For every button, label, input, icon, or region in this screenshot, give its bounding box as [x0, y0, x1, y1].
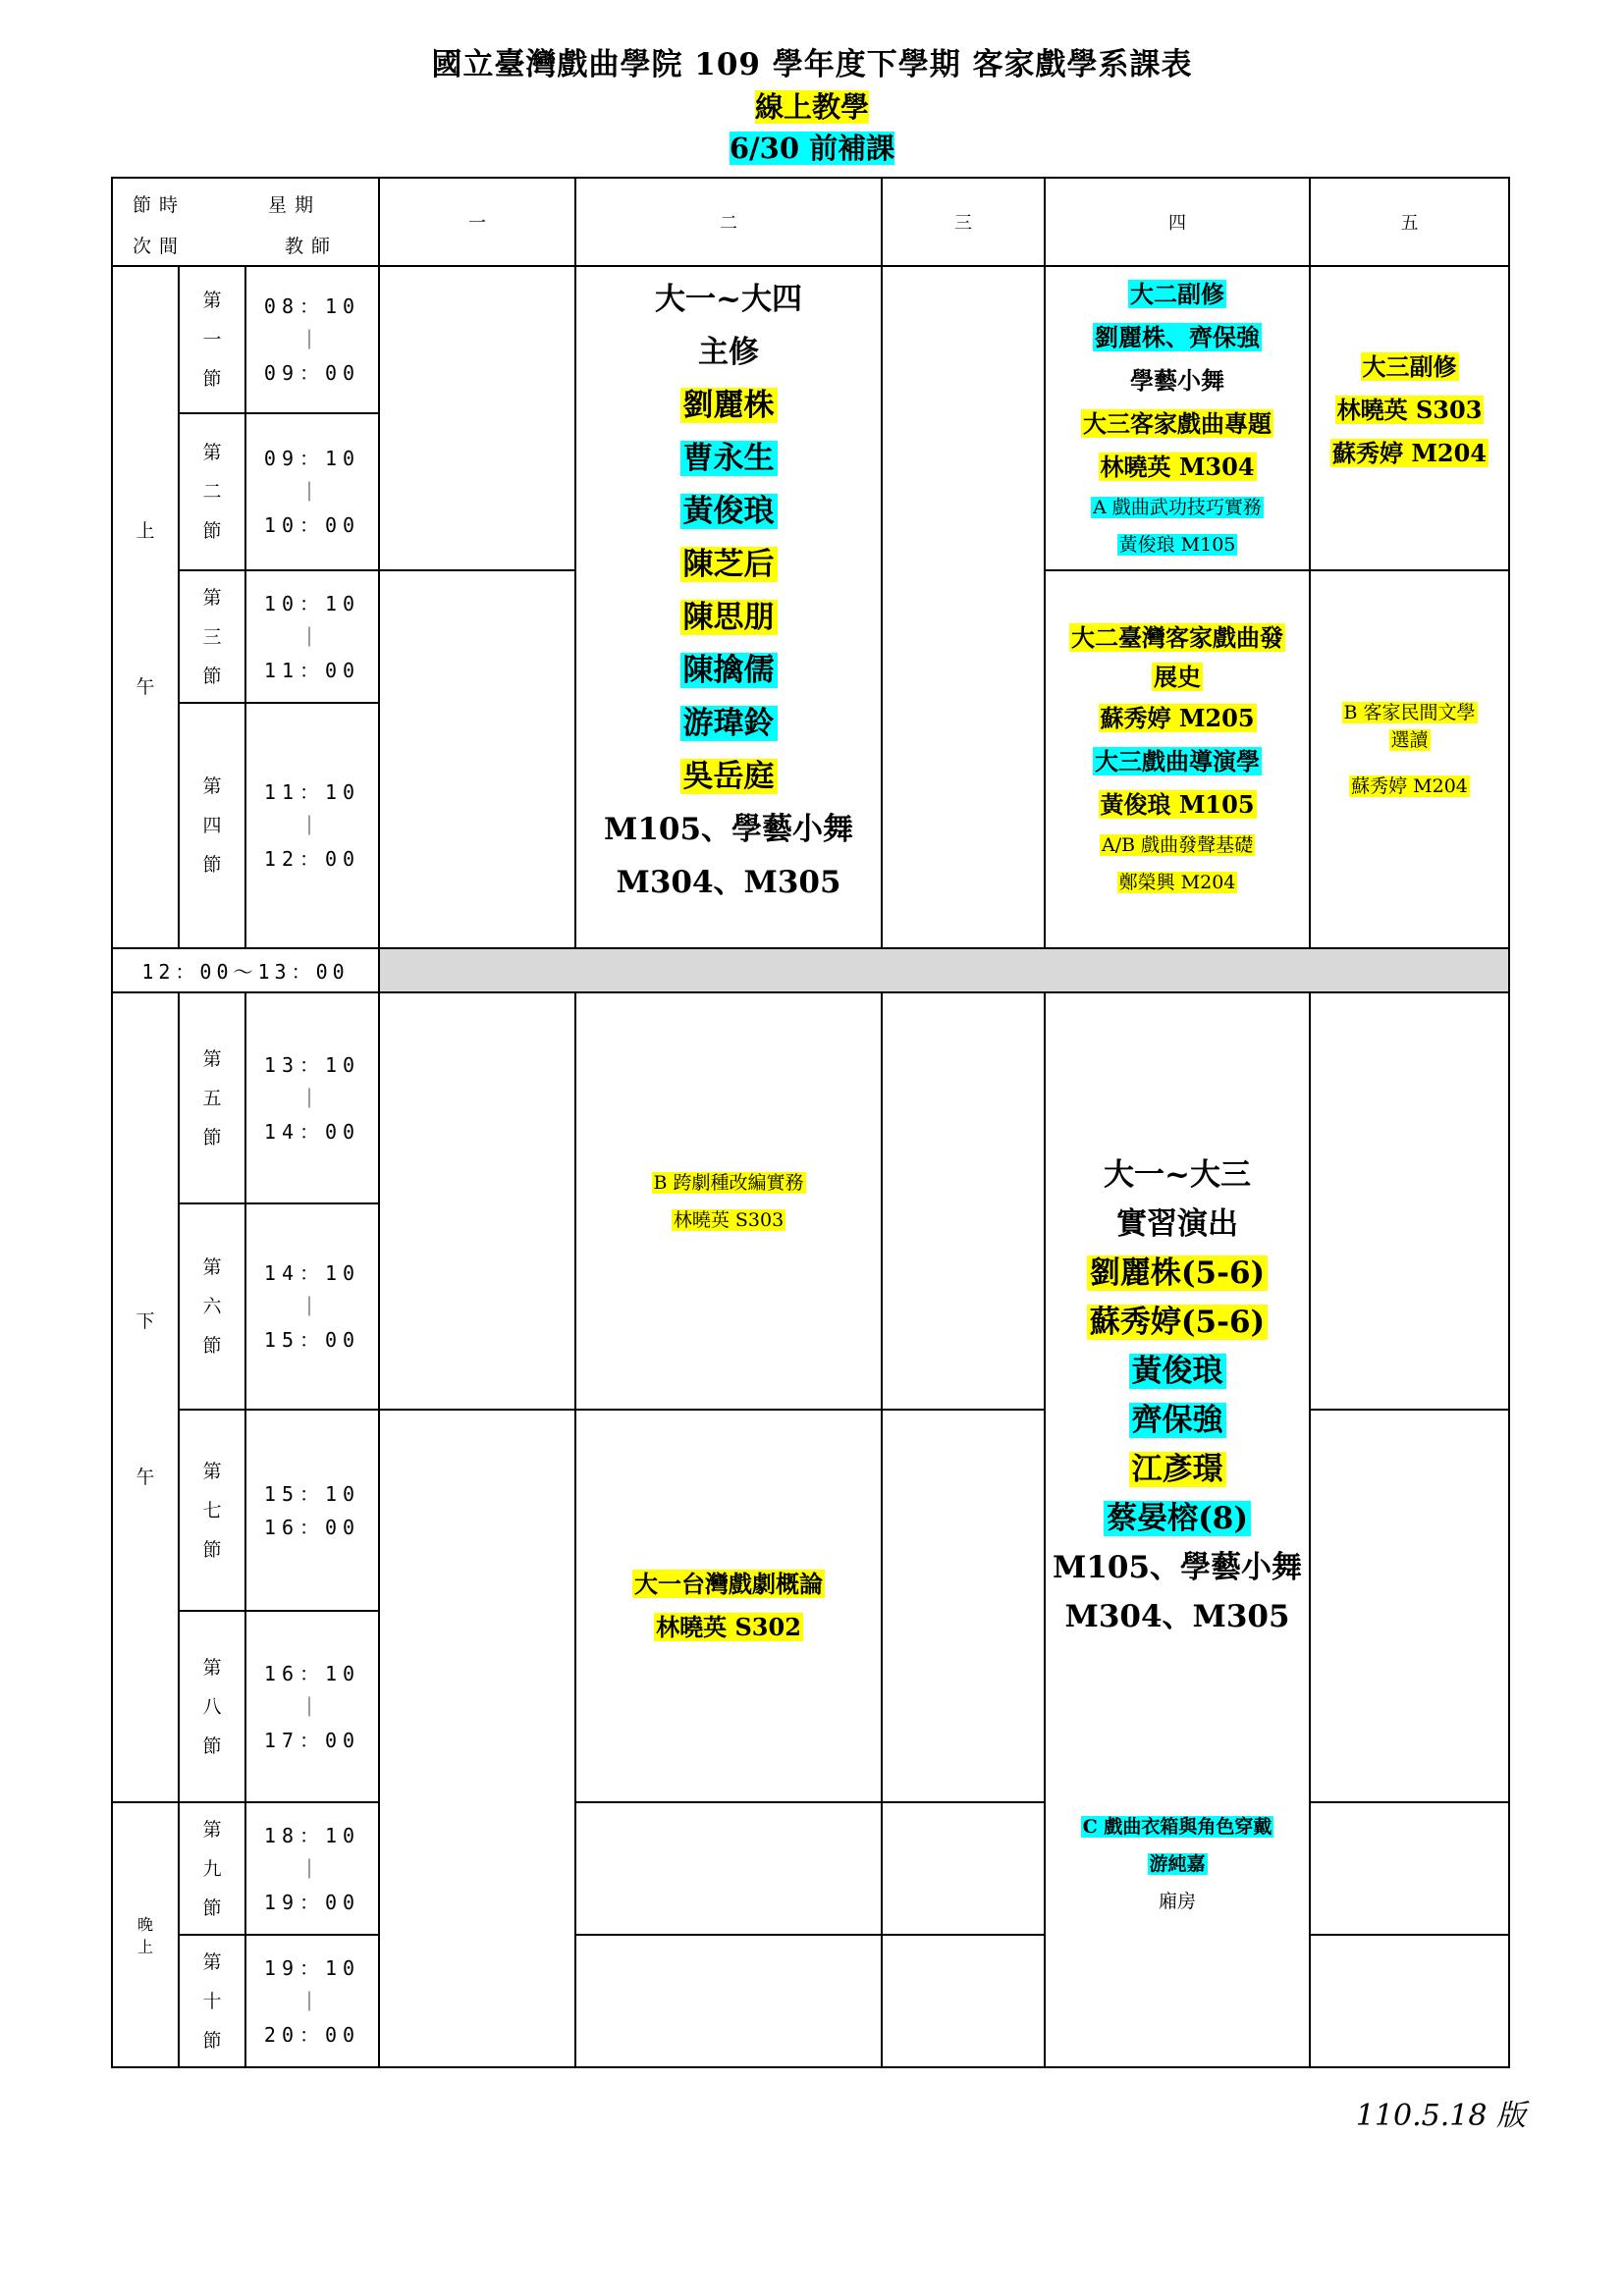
session-evening: 晚 上 — [112, 1802, 179, 2067]
cell-fri-eve1 — [1310, 1802, 1509, 1935]
cell-tue-eve2 — [575, 1935, 882, 2067]
cell-wed-eve2 — [882, 1935, 1045, 2067]
period-time: 18：10 ｜ 19：00 — [245, 1802, 379, 1935]
cell-tue-am: 大一~大四 主修 劉麗株 曹永生 黃俊琅 陳芝后 陳思朋 陳擒儒 游瑋鈴 吳岳庭 M105、學藝小舞 M304、M305 — [575, 266, 882, 948]
day-header-wed: 三 — [882, 178, 1045, 266]
cell-wed-eve1 — [882, 1802, 1045, 1935]
day-header-thu: 四 — [1045, 178, 1310, 266]
period-label: 第 八 節 — [179, 1611, 245, 1802]
cell-thu-pm: 大一~大三 實習演出 劉麗株(5-6) 蘇秀婷(5-6) 黃俊琅 齊保強 江彥璟 蔡晏榕(8) M105、學藝小舞 M304、M305 C 戲曲衣箱與角色穿戴 游純嘉 廂房 — [1045, 992, 1310, 2067]
header-corner: 節時 星期 次間 教師 — [112, 178, 379, 266]
period-time: 08：10 ｜ 09：00 — [245, 266, 379, 413]
cell-thu-am2: 大二臺灣客家戲曲發 展史 蘇秀婷 M205 大三戲曲導演學 黃俊琅 M105 A/B 戲曲發聲基礎 鄭榮興 M204 — [1045, 570, 1310, 948]
period-label: 第 九 節 — [179, 1802, 245, 1935]
period-time: 09：10 ｜ 10：00 — [245, 413, 379, 570]
day-header-tue: 二 — [575, 178, 882, 266]
period-time: 16：10 ｜ 17：00 — [245, 1611, 379, 1802]
period-label: 第 二 節 — [179, 413, 245, 570]
cell-mon-pm1 — [379, 992, 575, 1410]
period-time: 11：10 ｜ 12：00 — [245, 703, 379, 948]
cell-mon-pm2 — [379, 1410, 575, 2067]
cell-mon-am2 — [379, 570, 575, 948]
page-title: 國立臺灣戲曲學院 109 學年度下學期 客家戲學系課表 — [431, 47, 1193, 82]
cell-fri-eve2 — [1310, 1935, 1509, 2067]
period-label: 第 一 節 — [179, 266, 245, 413]
schedule-table — [111, 177, 1510, 2068]
subtitle-makeup: 6/30 前補課 — [729, 132, 895, 165]
lunch-break-bar — [379, 948, 1509, 992]
subtitle-online: 線上教學 — [754, 90, 869, 124]
period-time: 15：10 16：00 — [245, 1410, 379, 1611]
cell-tue-pm2: 大一台灣戲劇概論 林曉英 S302 — [575, 1410, 882, 1802]
cell-thu-am1: 大二副修 劉麗株、齊保強 學藝小舞 大三客家戲曲專題 林曉英 M304 A 戲曲武功技巧實務 黃俊琅 M105 — [1045, 266, 1310, 570]
period-time: 19：10 ｜ 20：00 — [245, 1935, 379, 2067]
cell-wed-am — [882, 266, 1045, 948]
period-label: 第 四 節 — [179, 703, 245, 948]
lunch-time: 12：00～13：00 — [112, 948, 379, 992]
cell-wed-pm1 — [882, 992, 1045, 1410]
session-morning: 上 午 — [112, 266, 179, 948]
cell-fri-am1: 大三副修 林曉英 S303 蘇秀婷 M204 — [1310, 266, 1509, 570]
period-label: 第 六 節 — [179, 1203, 245, 1410]
period-time: 10：10 ｜ 11：00 — [245, 570, 379, 703]
cell-fri-am2: B 客家民間文學 選讀 蘇秀婷 M204 — [1310, 570, 1509, 948]
session-afternoon: 下 午 — [112, 992, 179, 1802]
cell-tue-eve1 — [575, 1802, 882, 1935]
period-label: 第 十 節 — [179, 1935, 245, 2067]
period-label: 第 七 節 — [179, 1410, 245, 1611]
version-label: 110.5.18 版 — [1355, 2099, 1526, 2133]
cell-fri-pm2 — [1310, 1410, 1509, 1802]
cell-wed-pm2 — [882, 1410, 1045, 1802]
thu-evening-course: C 戲曲衣箱與角色穿戴 游純嘉 廂房 — [1082, 1816, 1272, 1912]
title-block — [0, 43, 1624, 169]
day-header-fri: 五 — [1310, 178, 1509, 266]
cell-mon-am1 — [379, 266, 575, 570]
header-row — [112, 178, 1509, 266]
cell-fri-pm1 — [1310, 992, 1509, 1410]
period-label: 第 三 節 — [179, 570, 245, 703]
period-time: 14：10 ｜ 15：00 — [245, 1203, 379, 1410]
day-header-mon: 一 — [379, 178, 575, 266]
period-label: 第 五 節 — [179, 992, 245, 1203]
lunch-row — [112, 948, 1509, 992]
cell-tue-pm1: B 跨劇種改編實務 林曉英 S303 — [575, 992, 882, 1410]
period-time: 13：10 ｜ 14：00 — [245, 992, 379, 1203]
